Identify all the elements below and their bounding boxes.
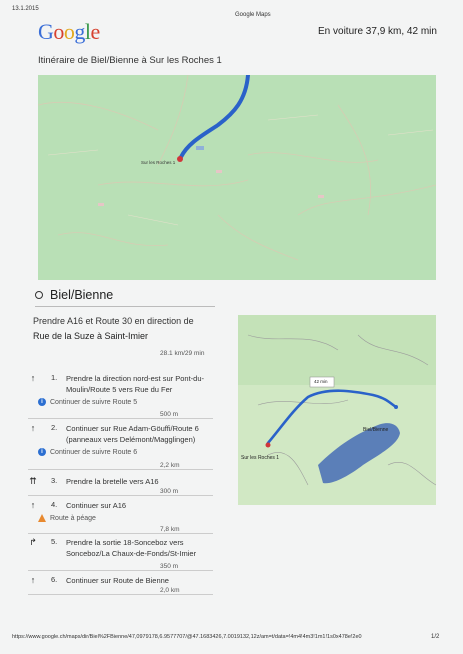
info-icon: i [38,448,46,456]
logo-letter-e: e [90,19,100,44]
step-distance: 350 m [160,563,179,570]
step-number: 6. [51,575,58,584]
step-number: 2. [51,423,58,432]
step-distance: 300 m [160,488,179,495]
logo-letter-g2: g [74,19,85,44]
map-label-destination: Sur les Roches 1 [241,455,280,461]
first-instruction-road: Rue de la Suze à Saint-Imier [33,331,149,341]
step-text: Continuer sur A16 [66,501,127,510]
step-text: Continuer sur Rue Adam-Göuffi/Route 6 (panneaux vers Delémont/Magglingen) [66,424,199,444]
origin-heading [35,288,113,302]
step-distance: 2,2 km [160,462,180,469]
site-title: Google Maps [235,12,271,18]
step-number: 3. [51,476,58,485]
first-instruction-text: Prendre A16 et Route 30 en direction de [33,316,194,326]
logo-letter-o1: o [53,19,64,44]
step-text: Continuer sur Route de Bienne [66,576,169,585]
warning-icon [38,514,46,522]
step-distance: 2,0 km [160,587,180,594]
step-distance: 500 m [160,411,179,418]
step-separator [28,533,213,534]
logo-letter-o2: o [63,19,75,44]
step-note [38,514,96,522]
up-arrow-icon: ↑ [30,575,36,585]
route-summary: En voiture 37,9 km, 42 min [318,26,437,37]
step-separator [28,469,213,470]
step-note [38,398,137,406]
map-route-time: 42 min [314,379,328,384]
overview-map-drawing [238,315,436,505]
step-separator [28,570,213,571]
exit-right-icon: ↱ [29,537,37,547]
map-label-origin: Biel/Bienne [363,427,389,433]
step-text: Prendre la direction nord-est sur Pont-du-Moulin/Route 5 vers Rue du Fer [66,374,204,394]
step-distance: 7,8 km [160,526,180,533]
step-separator [28,495,213,496]
step-separator [28,594,213,595]
total-distance-time: 28.1 km/29 min [160,350,205,357]
page-number: 1/2 [431,634,440,640]
overview-map[interactable] [238,315,436,505]
step-note-text: Route à péage [50,514,96,522]
step-note-text: Continuer de suivre Route 6 [50,448,138,456]
logo-letter-g: G [38,19,54,44]
up-arrow-icon: ↑ [30,423,36,433]
logo-letter-l: l [84,19,91,44]
route-map-drawing [38,75,436,280]
origin-name: Biel/Bienne [50,288,114,302]
ramp-icon: ⇈ [29,476,37,486]
itinerary-title: Itinéraire de Biel/Bienne à Sur les Roches 1 [38,55,222,66]
up-arrow-icon: ↑ [30,373,36,383]
step-number: 4. [51,500,58,509]
step-separator [28,418,213,419]
first-instruction [33,314,223,344]
route-map[interactable] [38,75,436,280]
step-number: 1. [51,373,58,382]
info-icon: i [38,398,46,406]
up-arrow-icon: ↑ [30,500,36,510]
destination-marker [177,156,183,162]
origin-divider [35,306,215,307]
print-date: 13.1.2015 [12,6,39,12]
step-text: Prendre la bretelle vers A16 [66,477,159,486]
step-text: Prendre la sortie 18-Sonceboz vers Sonceboz/La Chaux-de-Fonds/St-Imier [66,538,197,558]
step-number: 5. [51,537,58,546]
step-note [38,448,137,456]
destination-label: Sur les Roches 1 [141,160,176,165]
step-note-text: Continuer de suivre Route 5 [50,398,138,406]
google-logo[interactable] [38,19,100,45]
page-url: https://www.google.ch/maps/dir/Biel%2FBienne/47,0979178,6.9577707/@47.1683426,7.0019132,12z/am=t/data=!4m4!4m3!1m1!1s0x478e!2e0 [12,634,362,640]
origin-circle-icon [35,291,43,299]
